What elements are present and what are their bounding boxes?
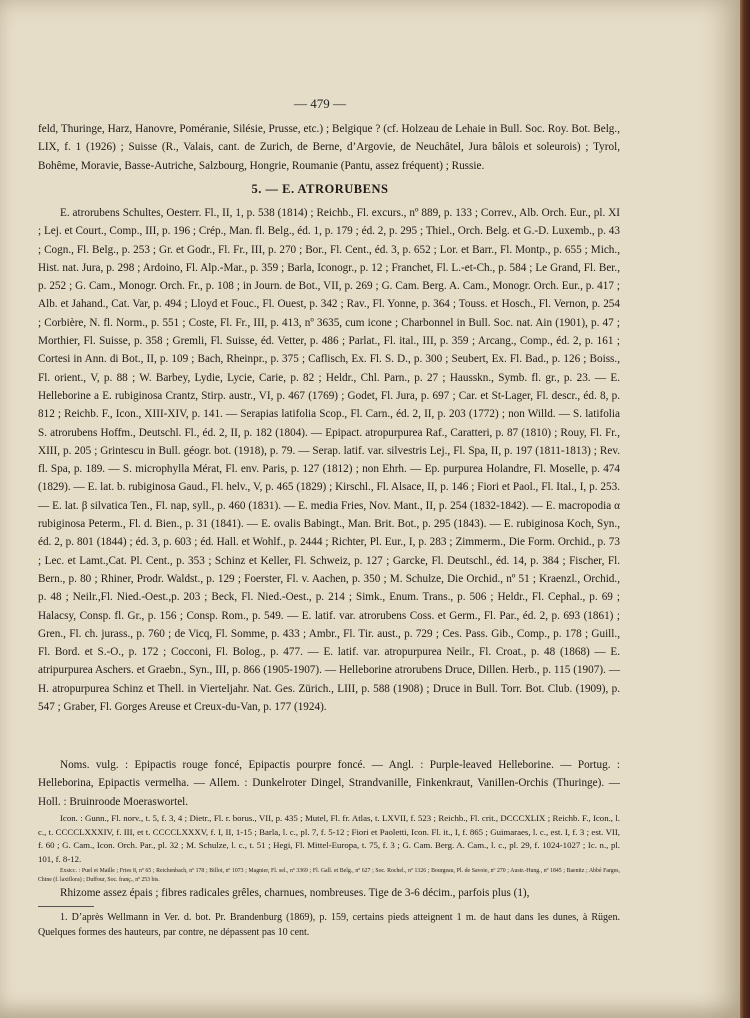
page-number: — 479 — — [294, 96, 346, 111]
exsiccatae-text: Exsicc. : Puel et Maille ; Fries 8, nº 65 ; Reichenbach, nº 178 ; Billot, nº 1073 ; Magnier, Fl. sel., nº 3369 ; Fl. Gall. et Belg., nº 627 ; Soc. Rochel., nº 1326 ; Bourgeau, Pl. de Savoie, nº 270 ; Austr.-Hung., nº 1845 ; Baenitz ; Abbé Farges, Chine (f. laxiflora) ; Duffour, Soc. franç., nº 253 bis. — [38, 868, 620, 883]
section-heading: 5. — E. ATRORUBENS — [251, 182, 389, 196]
description-paragraph — [38, 884, 620, 902]
intro-text: feld, Thuringe, Harz, Hanovre, Poméranie, Silésie, Prusse, etc.) ; Belgique ? (cf. Holzeau de Lehaie in Bull. Soc. Roy. Bot. Belg., LIX, f. 1 (1926) ; Suisse (R., Valais, cant. de Zurich, de Berne, d’Argovie, de Neuchâtel, Jura bâlois et soleurois) ; Tyrol, Bohême, Moravie, Basse-Autriche, Salzbourg, Hongrie, Roumanie (Pantu, assez fréquent) ; Russie. — [38, 123, 620, 172]
synonymy-text: E. atrorubens Schultes, Oesterr. Fl., II, 1, p. 538 (1814) ; Reichb., Fl. excurs., nº 889, p. 133 ; Correv., Alb. Orch. Eur., pl. XI ; Lej. et Court., Comp., III, p. 196 ; Crép., Man. fl. Belg., éd. 1, p. 179 ; éd. 2, p. 295 ; Thiel., Orch. Belg. et G.-D. Luxemb., p. 43 ; Cogn., Fl. Belg., p. 253 ; Gr. et Godr., Fl. Fr., III, p. 270 ; Bor., Fl. Cent., éd. 3, p. 652 ; Lor. et Barr., Fl. Montp., p. 655 ; Mich., Hist. nat. Jura, p. 298 ; Ardoino, Fl. Alp.-Mar., p. 359 ; Barla, Iconogr., p. 12 ; Franchet, Fl. L.-et-Ch., p. 584 ; Le Grand, Fl. Ber., p. 252 ; G. Cam., Monogr. Orch. Fr., p. 108 ; in Journ. de Bot., VII, p. 269 ; G. Cam. Berg. A. Cam., Monogr. Orch. Eur., p. 417 ; Alb. et Jahand., Cat. Var, p. 494 ; Lloyd et Fouc., Fl. Ouest, p. 342 ; Rav., Fl. Yonne, p. 364 ; Touss. et Hosch., Fl. Vernon, p. 254 ; Corbière, N. fl. Norm., p. 551 ; Coste, Fl. Fr., III, p. 413, nº 3635, cum icone ; Charbonnel in Bull. Soc. nat. Ain (1901), p. 47 ; Morthier, Fl. Suisse, p. 358 ; Gremli, Fl. Suisse, éd. Vetter, p. 486 ; Parlat., Fl. ital., III, p. 359 ; Arcang., Comp., éd. 2, p. 161 ; Cortesi in Ann. di Bot., II, p. 109 ; Bach, Rheinpr., p. 375 ; Caflisch, Ex. Fl. S. D., p. 300 ; Seubert, Ex. Fl. Bad., p. 126 ; Boiss., Fl. orient., V, p. 88 ; W. Barbey, Lydie, Lycie, Carie, p. 82 ; Heldr., Chl. Parn., p. 27 ; Hausskn., Symb. fl. gr., p. 23. — E. Helleborine a E. rubiginosa Crantz, Stirp. austr., VI, p. 467 (1769) ; Godet, Fl. Jura, p. 697 ; Car. et St-Lager, Fl. descr., éd. 8, p. 812 ; Reichb. F., Icon., XIII-XIV, p. 141. — Serapias latifolia Scop., Fl. Carn., éd. 2, II, p. 203 (1772) ; non Willd. — S. latifolia S. atrorubens Hoffm., Deutschl. Fl., éd. 2, II, p. 182 (1804). — Epipact. atropurpurea Raf., Caratteri, p. 87 (1810) ; Rouy, Fl. Fr., XIII, p. 205 ; Grintescu in Bull. géogr. bot. (1918), p. 79. — Serap. latif. var. silvestris Lej., Fl. Spa, II, p. 197 (1811-1813) ; Rev. fl. Spa, p. 189. — S. microphylla Mérat, Fl. env. Paris, p. 127 (1812) ; non Ehrh. — Ep. purpurea Holandre, Fl. Moselle, p. 474 (1829). — E. lat. b. rubiginosa Gaud., Fl. helv., V, p. 465 (1829) ; Kirschl., Fl. Alsace, II, p. 146 ; Fiori et Paol., Fl. Ital., I, p. 253. — E. lat. β silvatica Ten., Fl. nap, syll., p. 460 (1831). — E. media Fries, Nov. Mant., II, p. 254 (1832-1842). — E. macropodia α rubiginosa Peterm., Fl. d. Bien., p. 31 (1841). — E. ovalis Babingt., Man. Brit. Bot., p. 295 (1843). — E. rubiginosa Koch, Syn., éd. 2, p. 801 (1844) ; éd. 3, p. 603 ; éd. Hall. et Wohlf., p. 2444 ; Richter, Pl. Eur., I, p. 283 ; Zimmerm., Die Form. Orchid., p. 73 ; Lec. et Lamt.,Cat. Pl. Cent., p. 353 ; Schinz et Keller, Fl. Schweiz, p. 127 ; Garcke, Fl. Deutschl., éd. 14, p. 384 ; Fischer, Fl. Bern., p. 80 ; Rhiner, Prodr. Waldst., p. 129 ; Foerster, Fl. v. Aachen, p. 350 ; M. Schulze, Die Orchid., nº 51 ; Kraenzl., Orchid., p. 48 ; Neilr.,Fl. Nied.-Oest.,p. 203 ; Beck, Fl. Nied.-Oest., p. 214 ; Simk., Enum. Trans., p. 506 ; Heldr., Fl. Cephal., p. 69 ; Halacsy, Consp. fl. Gr., p. 156 ; Consp. Rom., p. 549. — E. latif. var. atrorubens Coss. et Germ., Fl. Par., éd. 2, p. 693 (1861) ; Gren., Fl. ch. jurass., p. 760 ; de Vicq, Fl. Somme, p. 433 ; Ambr., Fl. Tir. aust., p. 729 ; Ces. Pass. Gib., Comp., p. 178 ; Guill., Fl. Bord. et S.-O., p. 172 ; Cocconi, Fl. Bolog., p. 477. — E. latif. var. atropurpurea Neilr., Fl. Croat., p. 48 (1868) — E. atripurpurea Aschers. et Graebn., Syn., III, p. 866 (1905-1907). — Helleborine atrorubens Druce, Dillen. Herb., p. 115 (1907). — H. atropurpurea Schinz et Thell. in Vierteljahr. Nat. Ges. Zürich., LIII, p. 588 (1908) ; Druce in Bull. Torr. Bot. Club. (1909), p. 547 ; Graber, Fl. Gorges Areuse et Creux-du-Van, p. 177 (1924). — [38, 207, 620, 714]
icones-text: Icon. : Gunn., Fl. norv., t. 5, f. 3, 4 ; Dietr., Fl. r. borus., VII, p. 435 ; Mutel, Fl. fr. Atlas, t. LXVII, f. 523 ; Reichb., Fl. crit., DCCCXLIX ; Reichb. F., Icon., l. c., t. CCCCLXXXIV, f. III, et t. CCCCLXXXV, f. I, II, 1-15 ; Barla, l. c., pl. 7, f. 5-12 ; Fiori et Paoletti, Icon. Fl. it., I, f. 865 ; Guimaraes, l. c., est. I, f. 3 ; est. VII, f. 60 ; G. Cam., Icon. Orch. Par., pl. 32 ; M. Schulze, l. c., t. 51 ; Hegi, Fl. Mittel-Europa, t. 75, f. 3 ; G. Cam. Berg. A. Cam., l. c., pl. 29, f. 1024-1027 ; Ic. n., pl. 101, f. 8-12. — [38, 813, 620, 864]
exsiccatae-paragraph — [38, 867, 620, 885]
rhizome-text: Rhizome assez épais ; fibres radicales grêles, charnues, nombreuses. Tige de 3-6 décim., parfois plus (1), — [60, 887, 530, 899]
synonymy-paragraph — [38, 204, 620, 716]
vernacular-text: Noms. vulg. : Epipactis rouge foncé, Epipactis pourpre foncé. — Angl. : Purple-leaved Helleborine. — Portug. : Helleborina, Epipactis vermelha. — Allem. : Dunkelroter Dingel, Strandvanille, Finkenkraut, Vanillen-Orchis (Thuringe). — Holl. : Bruinroode Moeraswortel. — [38, 759, 620, 808]
footnote-divider — [38, 906, 94, 907]
vernacular-names-paragraph — [38, 756, 620, 811]
book-spine-edge — [740, 0, 750, 1018]
footnote: 1. D’après Wellmann in Ver. d. bot. Pr. Brandenburg (1869), p. 159, certains pieds atteignent 1 m. de haut dans les dunes, à Rügen. Quelques formes des hauteurs, par contre, ne dépassent pas 10 cent. — [38, 912, 620, 938]
icones-paragraph — [38, 812, 620, 867]
intro-paragraph — [38, 120, 620, 175]
